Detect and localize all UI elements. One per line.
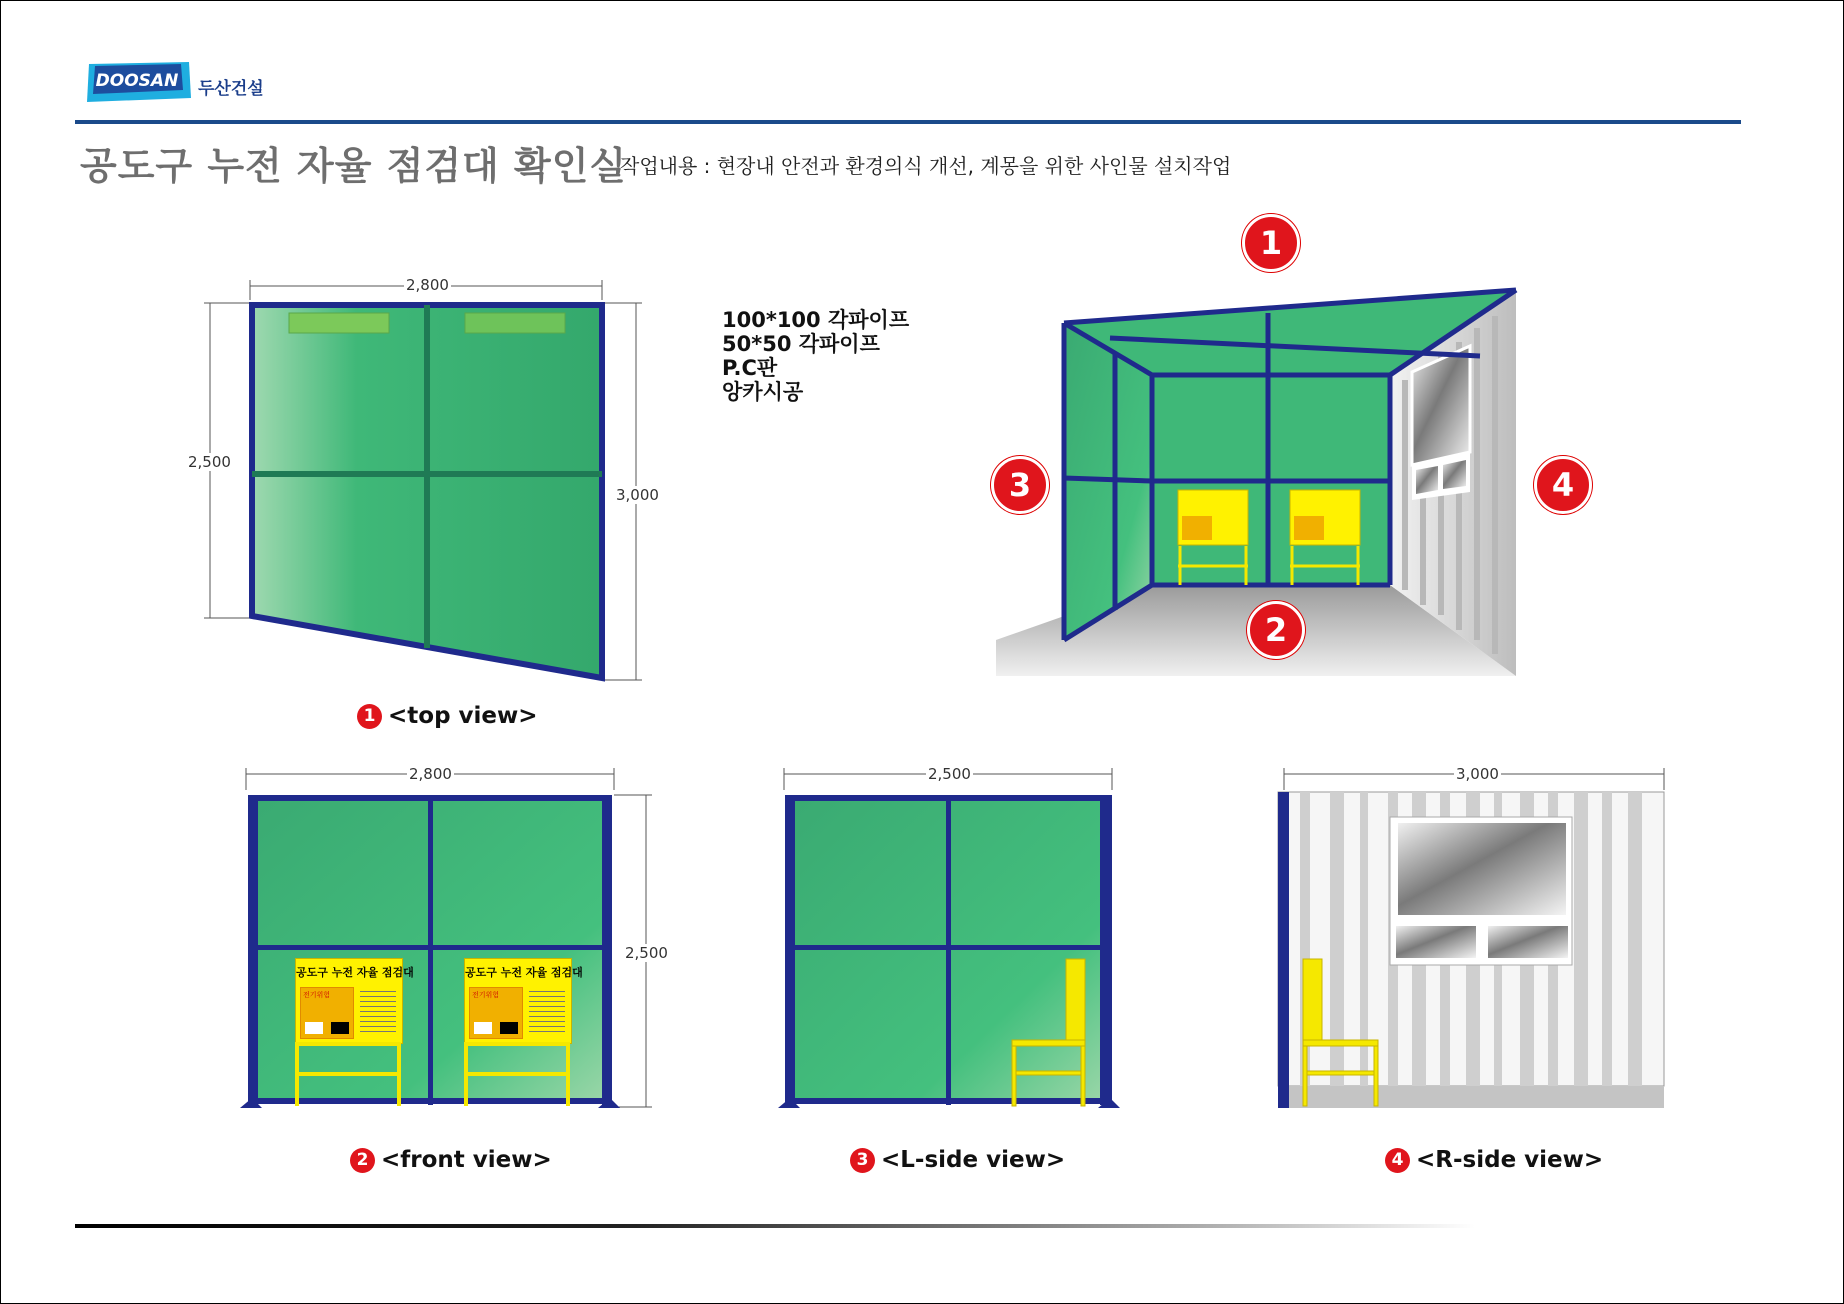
rside-width-dim: 3,000 (1456, 765, 1499, 783)
perspective-badge-ceiling: 1 (1242, 214, 1300, 272)
perspective-badge-front: 2 (1247, 601, 1305, 659)
material-item: 앙카시공 (722, 380, 804, 404)
caption-label: <front view> (381, 1147, 552, 1173)
page-subtitle: 작업내용 : 현장내 안전과 환경의식 개선, 계몽을 위한 사인물 설치작업 (620, 154, 1232, 178)
top-right-dim: 3,000 (616, 486, 659, 504)
front-height-dim: 2,500 (625, 944, 668, 962)
top-left-dim: 2,500 (188, 453, 231, 471)
caption-badge: 2 (350, 1148, 375, 1173)
page-title: 공도구 누전 자율 점검대 확인실 (80, 144, 628, 188)
board-tag: 전기위험 (303, 991, 331, 999)
caption-label: <R-side view> (1416, 1147, 1604, 1173)
caption-badge: 1 (357, 704, 382, 729)
board-tag: 전기위험 (472, 991, 500, 999)
front-view-caption (350, 1147, 552, 1173)
top-width-dim: 2,800 (406, 276, 449, 294)
top-view-caption (357, 703, 538, 729)
board-title: 공도구 누전 자율 점검대 (465, 966, 583, 979)
logo-text: DOOSAN (95, 71, 179, 91)
brand-name: 두산건설 (198, 79, 264, 99)
footer-rule (75, 1224, 1475, 1228)
caption-badge: 3 (850, 1148, 875, 1173)
perspective-badge-left: 3 (991, 456, 1049, 514)
caption-badge: 4 (1385, 1148, 1410, 1173)
lside-width-dim: 2,500 (928, 765, 971, 783)
caption-label: <top view> (388, 703, 538, 729)
front-width-dim: 2,800 (409, 765, 452, 783)
perspective-badge-right: 4 (1534, 456, 1592, 514)
material-item: 100*100 각파이프 (722, 308, 910, 332)
material-item: P.C판 (722, 356, 778, 380)
caption-label: <L-side view> (881, 1147, 1066, 1173)
lside-view-caption (850, 1147, 1065, 1173)
rside-view-caption (1385, 1147, 1603, 1173)
board-title: 공도구 누전 자율 점검대 (296, 966, 414, 979)
material-item: 50*50 각파이프 (722, 332, 880, 356)
